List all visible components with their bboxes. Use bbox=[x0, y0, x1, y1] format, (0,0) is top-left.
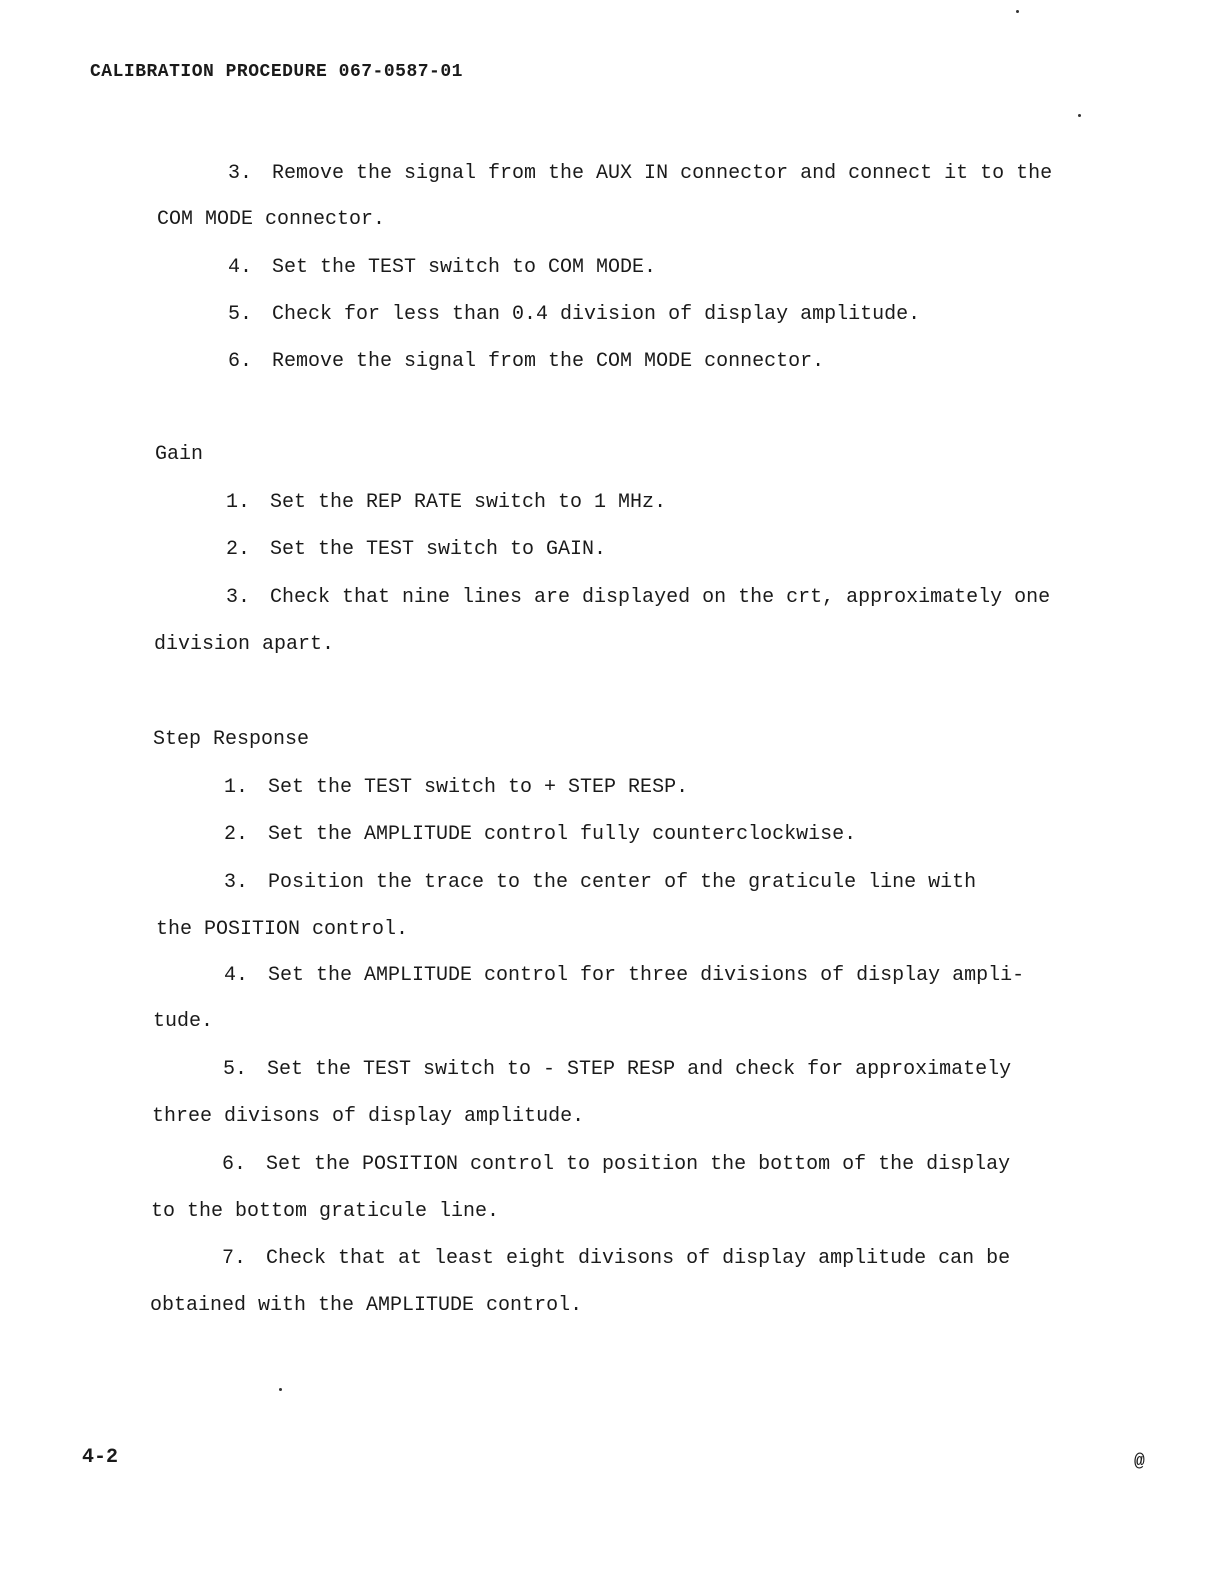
intro-step-3-cont: COM MODE connector. bbox=[157, 208, 386, 231]
step-text: Set the AMPLITUDE control fully counterclockwise. bbox=[268, 823, 857, 846]
scan-speck bbox=[279, 1388, 282, 1391]
section-heading-gain: Gain bbox=[155, 443, 204, 466]
step-response-step-4 bbox=[224, 964, 1024, 988]
step-number: 1. bbox=[226, 491, 251, 514]
step-text: Check for less than 0.4 division of display amplitude. bbox=[272, 303, 921, 326]
step-number: 2. bbox=[226, 538, 251, 561]
gain-step-2 bbox=[226, 538, 606, 562]
step-response-step-3-cont: the POSITION control. bbox=[156, 918, 409, 941]
step-response-step-5 bbox=[223, 1058, 1011, 1082]
step-text: Remove the signal from the COM MODE connector. bbox=[272, 350, 825, 373]
intro-step-5 bbox=[228, 303, 920, 327]
step-number: 5. bbox=[228, 303, 253, 326]
gain-step-1 bbox=[226, 491, 666, 515]
scan-speck bbox=[1078, 114, 1081, 117]
step-number: 4. bbox=[224, 964, 249, 987]
step-text: Set the POSITION control to position the bottom of the display bbox=[266, 1153, 1011, 1176]
step-text: Set the REP RATE switch to 1 MHz. bbox=[270, 491, 667, 514]
step-response-step-7 bbox=[222, 1247, 1010, 1271]
step-number: 3. bbox=[228, 162, 253, 185]
step-text: Set the TEST switch to GAIN. bbox=[270, 538, 607, 561]
step-text: Check that nine lines are displayed on the crt, approximately one bbox=[270, 586, 1051, 609]
step-response-step-1 bbox=[224, 776, 688, 800]
step-response-step-4-cont: tude. bbox=[153, 1010, 214, 1033]
step-number: 6. bbox=[222, 1153, 247, 1176]
footer-mark: @ bbox=[1134, 1452, 1145, 1472]
scan-speck bbox=[1016, 10, 1019, 13]
step-number: 1. bbox=[224, 776, 249, 799]
step-response-step-6 bbox=[222, 1153, 1010, 1177]
step-number: 4. bbox=[228, 256, 253, 279]
step-text: Set the TEST switch to + STEP RESP. bbox=[268, 776, 689, 799]
step-response-step-5-cont: three divisons of display amplitude. bbox=[152, 1105, 585, 1128]
step-number: 5. bbox=[223, 1058, 248, 1081]
step-response-step-3 bbox=[224, 871, 976, 895]
section-heading-step-response: Step Response bbox=[153, 728, 310, 751]
step-text: Position the trace to the center of the graticule line with bbox=[268, 871, 977, 894]
page-header-title: CALIBRATION PROCEDURE 067-0587-01 bbox=[90, 62, 463, 82]
intro-step-4 bbox=[228, 256, 656, 280]
intro-step-6 bbox=[228, 350, 824, 374]
step-number: 3. bbox=[226, 586, 251, 609]
gain-step-3-cont: division apart. bbox=[154, 633, 335, 656]
step-text: Set the TEST switch to COM MODE. bbox=[272, 256, 657, 279]
page-number: 4-2 bbox=[82, 1446, 119, 1469]
step-number: 7. bbox=[222, 1247, 247, 1270]
step-response-step-7-cont: obtained with the AMPLITUDE control. bbox=[150, 1294, 583, 1317]
step-text: Check that at least eight divisons of display amplitude can be bbox=[266, 1247, 1011, 1270]
step-response-step-6-cont: to the bottom graticule line. bbox=[151, 1200, 500, 1223]
step-response-step-2 bbox=[224, 823, 856, 847]
step-number: 3. bbox=[224, 871, 249, 894]
step-text: Set the TEST switch to - STEP RESP and check for approximately bbox=[267, 1058, 1012, 1081]
step-number: 2. bbox=[224, 823, 249, 846]
step-text: Remove the signal from the AUX IN connector and connect it to the bbox=[272, 162, 1053, 185]
step-text: Set the AMPLITUDE control for three divisions of display ampli- bbox=[268, 964, 1025, 987]
step-number: 6. bbox=[228, 350, 253, 373]
intro-step-3 bbox=[228, 162, 1052, 186]
gain-step-3 bbox=[226, 586, 1050, 610]
